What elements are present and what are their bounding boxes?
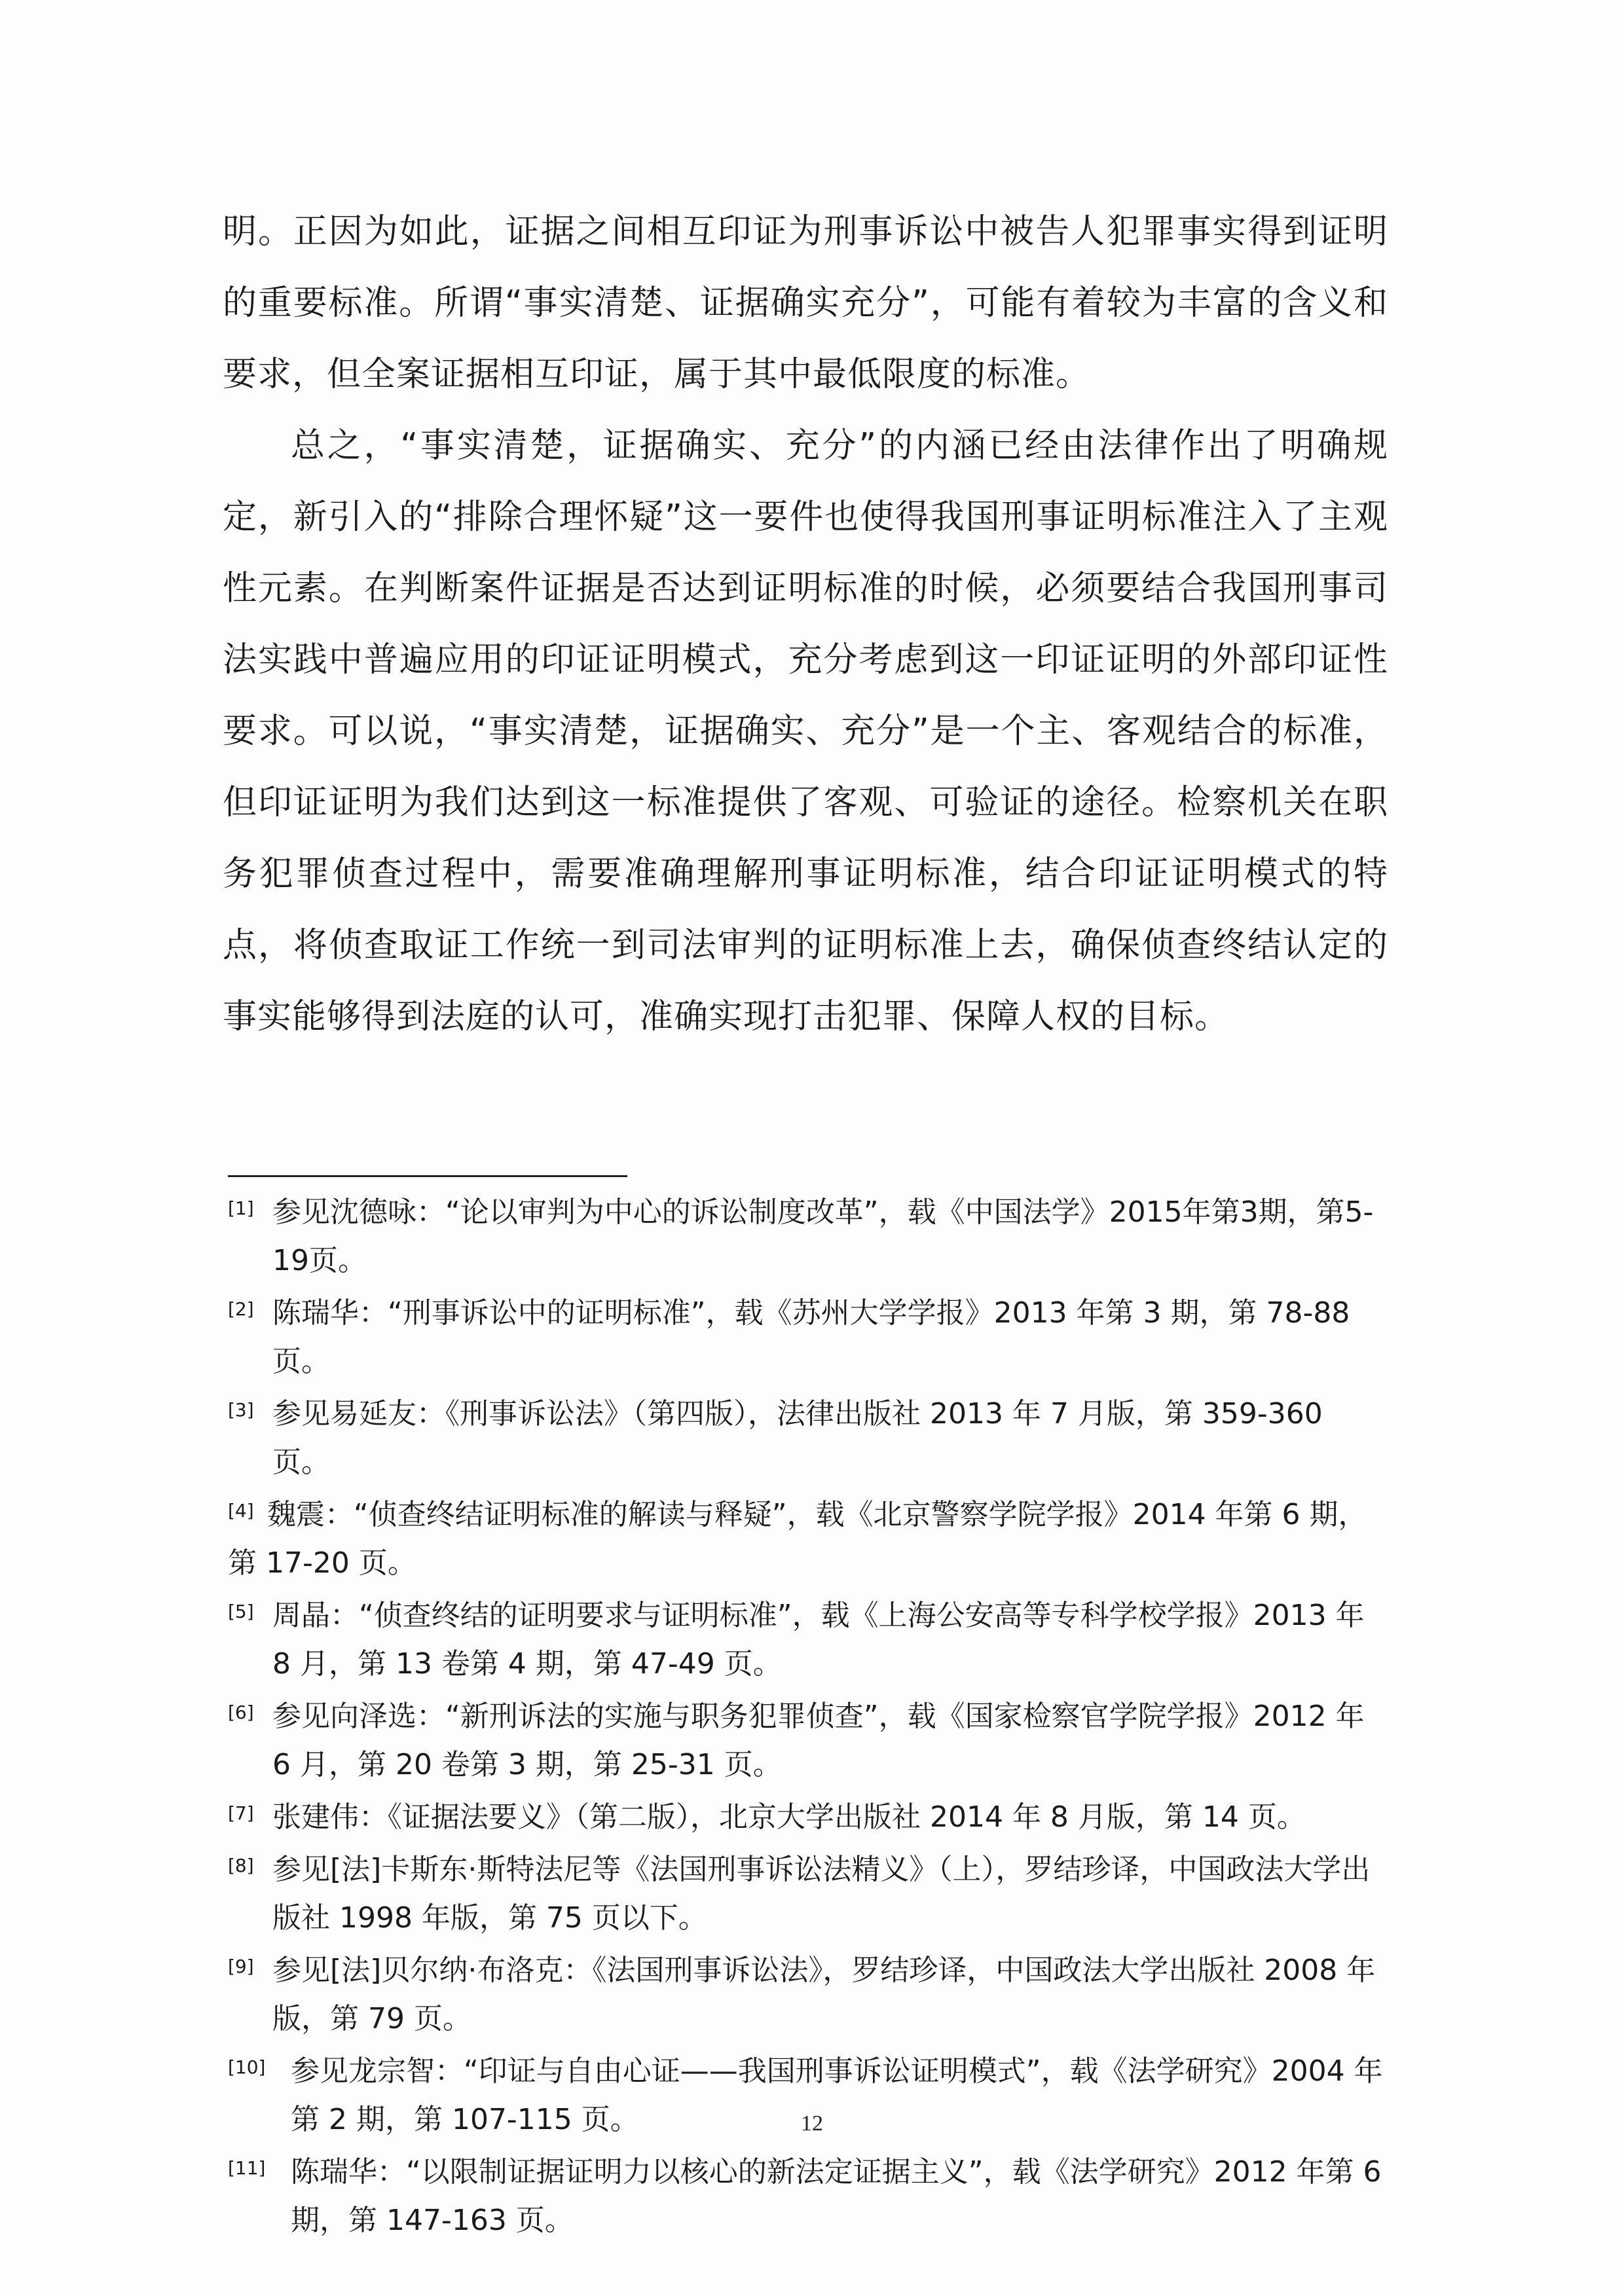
footnote-text: 周晶：“侦查终结的证明要求与证明标准”，载《上海公安高等专科学校学报》2013 年 8 月，第 13 卷第 4 期，第 47-49 页。 <box>272 1599 1365 1681</box>
footnote-mark: [9] <box>228 1956 254 1977</box>
footnote-9 <box>228 1946 1387 2043</box>
footnote-mark: [6] <box>228 1702 254 1723</box>
page-number: 12 <box>801 2111 823 2136</box>
footnote-3 <box>228 1390 1387 1487</box>
footnote-text: 参见[法]贝尔纳·布洛克：《法国刑事诉讼法》，罗结珍译，中国政法大学出版社 2008 年版，第 79 页。 <box>272 1954 1376 2035</box>
footnote-text: 参见沈德咏：“论以审判为中心的诉讼制度改革”，载《中国法学》2015年第3期，第5-19页。 <box>272 1195 1374 1277</box>
footnote-mark: [3] <box>228 1399 254 1421</box>
footnote-7 <box>228 1793 1387 1842</box>
footnote-text: 张建伟：《证据法要义》（第二版），北京大学出版社 2014 年 8 月版，第 14 页。 <box>272 1800 1306 1834</box>
footnote-text: 陈瑞华：“刑事诉讼中的证明标准”，载《苏州大学学报》2013 年第 3 期，第 78-88 页。 <box>272 1296 1350 1378</box>
footnote-1 <box>228 1188 1387 1285</box>
footnote-2 <box>228 1289 1387 1386</box>
footnote-mark: [1] <box>228 1197 254 1219</box>
paragraph-1: 明。正因为如此，证据之间相互印证为刑事诉讼中被告人犯罪事实得到证明的重要标准。所谓“事实清楚、证据确实充分”，可能有着较为丰富的含义和要求，但全案证据相互印证，属于其中最低限度的标准。 <box>223 212 1388 394</box>
footnote-6 <box>228 1692 1387 1789</box>
footnote-separator <box>228 1175 627 1177</box>
footnote-text: 参见龙宗智：“印证与自由心证——我国刑事诉讼证明模式”，载《法学研究》2004 年第 2 期，第 107-115 页。 <box>291 2054 1383 2136</box>
footnote-text: 参见易延友：《刑事诉讼法》（第四版），法律出版社 2013 年 7 月版，第 359-360 页。 <box>272 1397 1323 1479</box>
footnote-mark: [11] <box>228 2157 266 2179</box>
footnote-mark: [5] <box>228 1601 254 1622</box>
footnote-text: 陈瑞华：“以限制证据证明力以核心的新法定证据主义”，载《法学研究》2012 年第 6 期，第 147-163 页。 <box>291 2155 1382 2237</box>
footnote-text: 魏震：“侦查终结证明标准的解读与释疑”，载《北京警察学院学报》2014 年第 6 期，第 17-20 页。 <box>228 1498 1367 1580</box>
footnote-text: 参见[法]卡斯东·斯特法尼等《法国刑事诉讼法精义》（上），罗结珍译，中国政法大学出版社 1998 年版，第 75 页以下。 <box>272 1853 1371 1935</box>
footnote-mark: [4] <box>228 1500 254 1522</box>
footnotes <box>228 1188 1387 2249</box>
footnote-mark: [8] <box>228 1855 254 1876</box>
footnote-4 <box>228 1491 1387 1588</box>
footnote-mark: [2] <box>228 1298 254 1320</box>
footnote-text: 参见向泽选：“新刑诉法的实施与职务犯罪侦查”，载《国家检察官学院学报》2012 年 6 月，第 20 卷第 3 期，第 25-31 页。 <box>272 1700 1365 1781</box>
footnote-8 <box>228 1846 1387 1942</box>
footnote-11 <box>228 2148 1387 2245</box>
body-text <box>223 196 1388 1053</box>
footnote-5 <box>228 1592 1387 1688</box>
paragraph-2: 总之，“事实清楚，证据确实、充分”的内涵已经由法律作出了明确规定，新引入的“排除合理怀疑”这一要件也使得我国刑事证明标准注入了主观性元素。在判断案件证据是否达到证明标准的时候，必须要结合我国刑事司法实践中普遍应用的印证证明模式，充分考虑到这一印证证明的外部印证性要求。可以说，“事实清楚，证据确实、充分”是一个主、客观结合的标准，但印证证明为我们达到这一标准提供了客观、可验证的途径。检察机关在职务犯罪侦查过程中，需要准确理解刑事证明标准，结合印证证明模式的特点，将侦查取证工作统一到司法审判的证明标准上去，确保侦查终结认定的事实能够得到法庭的认可，准确实现打击犯罪、保障人权的目标。 <box>223 426 1388 1036</box>
footnote-mark: [10] <box>228 2056 266 2078</box>
footnote-mark: [7] <box>228 1802 254 1824</box>
